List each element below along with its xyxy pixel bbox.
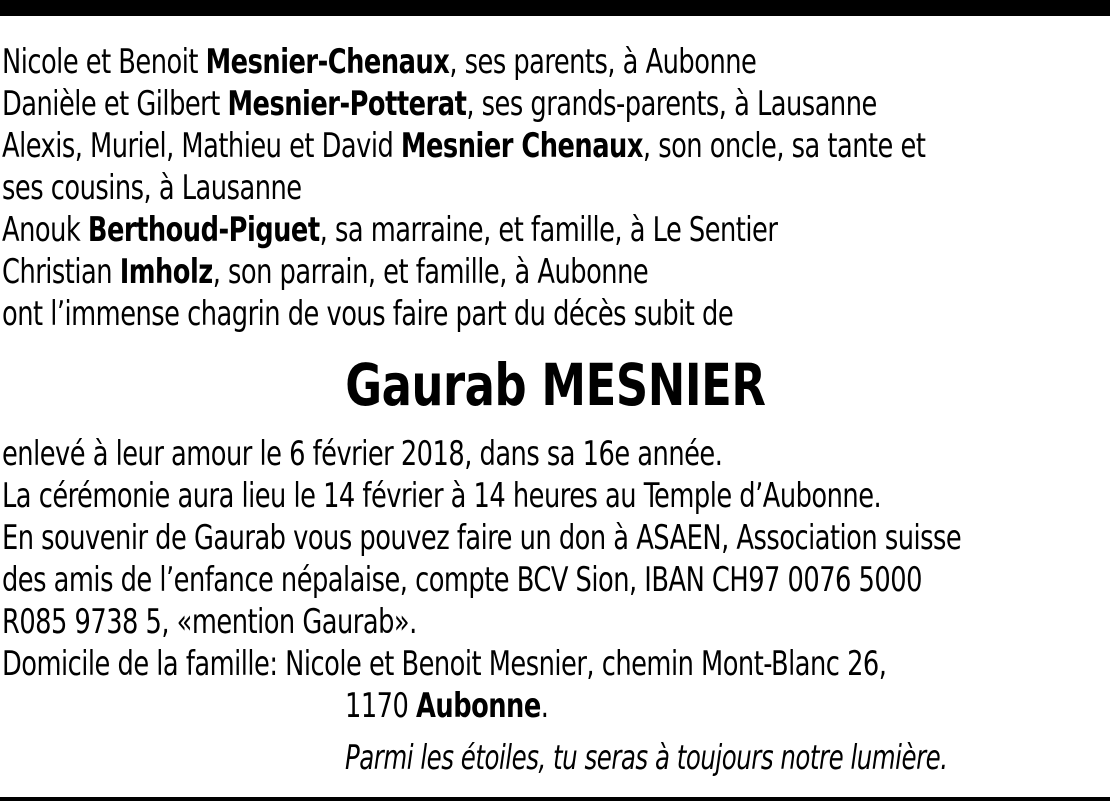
cousins-line: ses cousins, à Lausanne xyxy=(2,168,302,208)
uncle-aunt-surname: Mesnier Chenaux xyxy=(400,126,643,166)
donation-line-3: R085 9738 5, «mention Gaurab». xyxy=(2,602,417,642)
godfather-line: Christian Imholz, son parrain, et famille, à Aubonne xyxy=(2,252,649,292)
domicile-line-2: 1170 Aubonne. xyxy=(345,686,549,726)
parents-surname: Mesnier-Chenaux xyxy=(205,42,450,82)
domicile-town: Aubonne xyxy=(416,686,541,726)
donation-line-2: des amis de l’enfance népalaise, compte BCV Sion, IBAN CH97 0076 5000 xyxy=(2,560,922,600)
ceremony-line: La cérémonie aura lieu le 14 février à 14 heures au Temple d’Aubonne. xyxy=(2,476,882,516)
grandparents-surname: Mesnier-Potterat xyxy=(227,84,467,124)
godmother-surname: Berthoud-Piguet xyxy=(87,210,320,250)
deceased-name: Gaurab MESNIER xyxy=(344,351,766,419)
donation-line-1: En souvenir de Gaurab vous pouvez faire un don à ASAEN, Association suisse xyxy=(2,518,962,558)
bottom-border-rule xyxy=(0,797,1110,801)
godmother-line: Anouk Berthoud-Piguet, sa marraine, et famille, à Le Sentier xyxy=(2,210,778,250)
godfather-surname: Imholz xyxy=(119,252,213,292)
announcement-line: ont l’immense chagrin de vous faire part du décès subit de xyxy=(2,294,734,334)
domicile-line-1: Domicile de la famille: Nicole et Benoit Mesnier, chemin Mont-Blanc 26, xyxy=(2,644,887,684)
closing-motto: Parmi les étoiles, tu seras à toujours notre lumière. xyxy=(345,738,948,778)
passed-line: enlevé à leur amour le 6 février 2018, dans sa 16e année. xyxy=(2,434,723,474)
grandparents-line: Danièle et Gilbert Mesnier-Potterat, ses grands-parents, à Lausanne xyxy=(2,84,877,124)
parents-line: Nicole et Benoit Mesnier-Chenaux, ses parents, à Aubonne xyxy=(2,42,757,82)
top-border-rule xyxy=(0,0,1110,16)
uncle-aunt-line: Alexis, Muriel, Mathieu et David Mesnier Chenaux, son oncle, sa tante et xyxy=(2,126,926,166)
